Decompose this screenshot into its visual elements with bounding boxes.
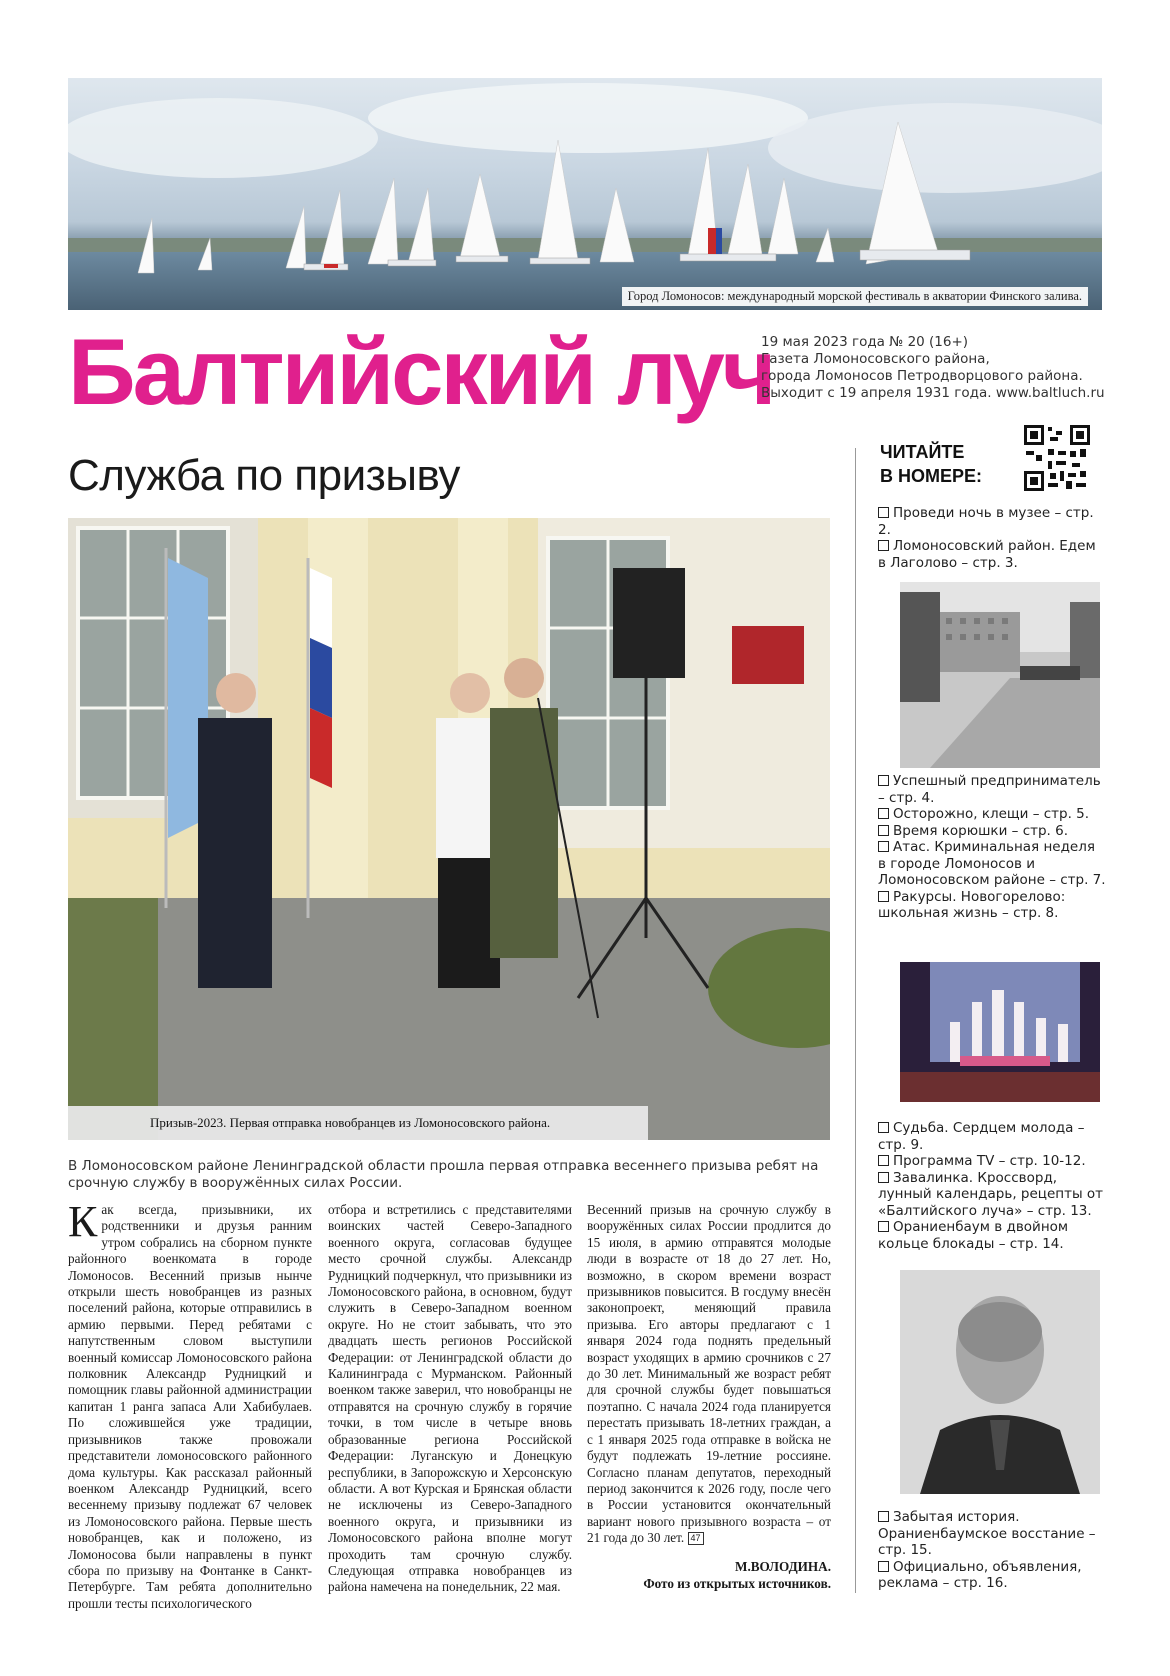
toc-item[interactable]: Ломоносовский район. Едем в Лаголово – стр. 3. bbox=[878, 538, 1096, 571]
issue-publisher: Газета Ломоносовского района, bbox=[761, 351, 990, 367]
toc-item[interactable]: Ракурсы. Новогорелово: школьная жизнь – стр. 8. bbox=[878, 888, 1066, 921]
article-column-2 bbox=[328, 1202, 572, 1596]
checkbox-icon bbox=[878, 1122, 889, 1133]
toc-group-1 bbox=[878, 505, 1106, 571]
banner-photo bbox=[68, 78, 1102, 310]
toc-item[interactable]: Судьба. Сердцем молода – стр. 9. bbox=[878, 1120, 1085, 1153]
column-1-text: ак всегда, призывники, их родственники и друзья ранним утром собрались на сборном пункте районного военкомата в городе Ломоносов. Весенний призыв нынче открыли шесть новобранцев из разных поселений района, которые отправились в армию первыми. Перед ребятами с напутственным словом выступили военный комиссар Ломоносовского района полковник Александр Рудницкий и помощник главы районной администрации капитан 1 ранга запаса Али Хабибулаев. По сложившейся уже традиции, призывников также провожали представители ломоносовского районного дома культуры. Как рассказал районный военком Александр Рудницкий, всего весеннему призыву подлежат 67 человек из Ломоносовского района. Первые шесть новобранцев, как и положено, из Ломоносова были направлены в пункт сбора по призыву на Фонтанке в Санкт-Петербурге. Там ребята дополнительно прошли тесты психологического bbox=[68, 1202, 312, 1611]
checkbox-icon bbox=[878, 775, 889, 786]
checkbox-icon bbox=[878, 1172, 889, 1183]
checkbox-icon bbox=[878, 808, 889, 819]
toc-item[interactable]: Атас. Криминальная неделя в городе Ломоносов и Ломоносовском районе – стр. 7. bbox=[878, 839, 1106, 888]
banner-caption: Город Ломоносов: международный морской фестиваль в акватории Финского залива. bbox=[622, 287, 1088, 306]
newspaper-title: Балтийский луч bbox=[68, 319, 774, 424]
toc-item[interactable]: Успешный предприниматель – стр. 4. bbox=[878, 773, 1101, 806]
sidebar-heading-line-2: В НОМЕРЕ: bbox=[880, 466, 983, 486]
ceremony-illustration bbox=[68, 518, 830, 1140]
checkbox-icon bbox=[878, 891, 889, 902]
toc-item[interactable]: Завалинка. Кроссворд, лунный календарь, рецепты от «Балтийского луча» – стр. 13. bbox=[878, 1169, 1104, 1219]
toc-item[interactable]: Ораниенбаум в двойном кольце блокады – стр. 14. bbox=[878, 1219, 1069, 1252]
sidebar-heading-line-1: ЧИТАЙТЕ bbox=[880, 442, 965, 462]
end-mark: 47 bbox=[688, 1532, 704, 1545]
checkbox-icon bbox=[878, 825, 889, 836]
toc-item[interactable]: Время корюшки – стр. 6. bbox=[878, 823, 1106, 840]
article-headline: Служба по призыву bbox=[68, 451, 460, 500]
regatta-illustration bbox=[68, 78, 1102, 310]
toc-item[interactable]: Официально, объявления, реклама – стр. 16. bbox=[878, 1558, 1082, 1591]
sidebar-photo-stage bbox=[900, 962, 1100, 1102]
toc-group-2 bbox=[878, 773, 1106, 922]
article-lead: В Ломоносовском районе Ленинградской области прошла первая отправка весеннего призыва ребят на срочную службу в вооружённых силах России. bbox=[68, 1158, 819, 1191]
sidebar-photo-street bbox=[900, 582, 1100, 768]
column-2-text: отбора и встретились с представителями воинских частей Северо-Западного военного округа, согласовав будущее место срочной службы. Александр Рудницкий подчеркнул, что призывники из Ломоносовского района, в основном, будут служить в Северо-Западном военном округе. Но не стоит забывать, что это двадцать шесть регионов Российской Федерации: от Ленинградской области до Калининграда с Мурманском. Районный военком также заверил, что новобранцы не отправятся на срочную службу в горячие точки, в том числе в четыре вновь образованные региона Российской Федерации: Луганскую и Донецкую республики, в Запорожскую и Херсонскую области. А вот Курская и Брянская области не исключены из Северо-Западного военного округа, и призывники из Ломоносовского района вполне могут проходить там срочную службу. Следующая отправка новобранцев из района намечена на понедельник, 22 мая. bbox=[328, 1202, 572, 1595]
photo-caption: Призыв-2023. Первая отправка новобранцев из Ломоносовского района. bbox=[68, 1106, 648, 1140]
main-photo bbox=[68, 518, 830, 1140]
sidebar-divider bbox=[855, 448, 856, 1593]
issue-info bbox=[761, 334, 1111, 402]
checkbox-icon bbox=[878, 1221, 889, 1232]
toc-group-4 bbox=[878, 1509, 1106, 1592]
toc-item[interactable]: Проведи ночь в музее – стр. 2. bbox=[878, 505, 1094, 538]
toc-item[interactable]: Забытая история. Ораниенбаумское восстание – стр. 15. bbox=[878, 1509, 1096, 1558]
checkbox-icon bbox=[878, 1155, 889, 1166]
issue-since: Выходит с 19 апреля 1931 года. www.baltluch.ru bbox=[761, 385, 1105, 401]
toc-item[interactable]: Осторожно, клещи – стр. 5. bbox=[878, 806, 1106, 823]
article-column-3 bbox=[587, 1202, 831, 1547]
article-signature bbox=[587, 1558, 831, 1592]
issue-date: 19 мая 2023 года № 20 (16+) bbox=[761, 334, 969, 350]
toc-item[interactable]: Программа TV – стр. 10-12. bbox=[878, 1153, 1106, 1170]
article-column-1 bbox=[68, 1197, 312, 1612]
column-3-text: Весенний призыв на срочную службу в вооружённых силах России продлится до 15 июля, в армию отправятся молодые люди в возрасте от 18 до 27 лет. Но, возможно, в скором времени возраст призывников повысится. В госдуму внесён законопроект, меняющий правила призыва. Его авторы предлагают с 1 января 2024 года поднять предельный возраст уходящих в армию срочников с 27 до 30 лет. Минимальный же возраст ребят для срочной службы будет повышаться поэтапно. С начала 2024 года планируется перестать призывать 18-летних граждан, а с 1 января 2025 года отправке в войска не будут подлежать 19-летние россияне. Согласно планам депутатов, переходный период закончится к 2026 году, после чего в России установится окончательный вариант нового призывного возраста – от 21 года до 30 лет. bbox=[587, 1202, 831, 1546]
photo-credit: Фото из открытых источников. bbox=[643, 1576, 831, 1591]
checkbox-icon bbox=[878, 1561, 889, 1572]
toc-group-3 bbox=[878, 1120, 1106, 1252]
drop-cap: К bbox=[68, 1197, 98, 1246]
sidebar-heading bbox=[880, 440, 982, 488]
author: М.ВОЛОДИНА. bbox=[735, 1559, 831, 1574]
checkbox-icon bbox=[878, 1511, 889, 1522]
checkbox-icon bbox=[878, 540, 889, 551]
issue-city: города Ломоносов Петродворцового района. bbox=[761, 368, 1083, 384]
qr-code-icon bbox=[1024, 425, 1090, 491]
checkbox-icon bbox=[878, 841, 889, 852]
checkbox-icon bbox=[878, 507, 889, 518]
sidebar-photo-portrait bbox=[900, 1270, 1100, 1494]
